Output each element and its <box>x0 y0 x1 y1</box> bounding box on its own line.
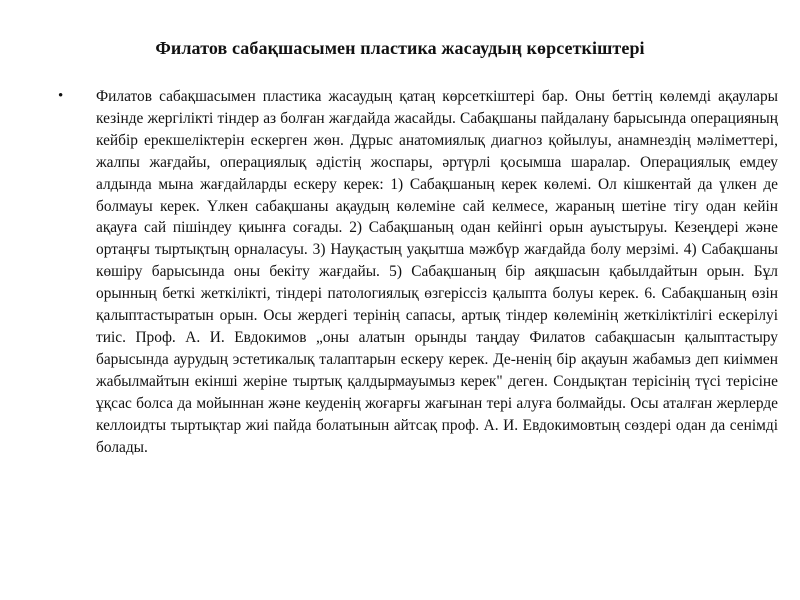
bullet-icon: • <box>58 88 64 104</box>
slide-title: Филатов сабақшасымен пластика жасаудың көрсеткіштері <box>155 38 645 58</box>
bullet-item <box>58 86 778 458</box>
bullet-paragraph: Филатов сабақшасымен пластика жасаудың қатаң көрсеткіштері бар. Оны беттің көлемді ақаулары кезінде жергілікті тіндер аз болған жағдайда жасайды. Сабақшаны пайдалану барысында операцияның кейбір ерекшеліктерін ескерген жөн. Дұрыс анатомиялық диагноз қойылуы, анамнездің мәліметтері, жалпы жағдайы, операциялық әдістің жоспары, әртүрлі қосымша шаралар. Операциялық емдеу алдында мына жағдайларды ескеру керек: 1) Сабақшаның керек көлемі. Ол кішкентай да үлкен де болмауы керек. Үлкен сабақшаны ақаудың көлеміне сай келмесе, жараның шетіне тігу одан кейін ақауға сай пішіндеу қиынға соғады. 2) Сабақшаның одан кейінгі орын ауыстыруы. Кезеңдері және ортаңғы тыртықтың орналасуы. 3) Науқастың уақытша мәжбүр жағдайда болу мерзімі. 4) Сабақшаны көшіру барысында оны бекіту жағдайы. 5) Сабақшаның бір аяқшасын қабылдайтын орын. Бұл орынның беткі жеткілікті, тіндері патологиялық өзгеріссіз қалыпта болуы керек. 6. Сабақшаның өзін қалыптастыратын орын. Осы жердегі терінің сапасы, артық тіндер көлемінің жеткіліктілігі ескерілуі тиіс. Проф. А. И. Евдокимов „оны алатын орынды таңдау Филатов сабақшасын қалыптастыру барысында аурудың эстетикалық талаптарын ескеру керек. Де-ненің бір ақауын жабамыз деп киіммен жабылмайтын екінші жеріне тыртық қалдырмауымыз керек" деген. Сондықтан терісінің түсі терісіне ұқсас болса да мойыннан және кеуденің жоғарғы жағынан тері алуға болмайды. Осы аталған жерлерде келлоидты тыртықтар жиі пайда болатынын айтсақ проф. А. И. Евдокимовтың сөздері одан да сенімді болады. <box>96 88 778 456</box>
bullet-list <box>58 86 778 458</box>
